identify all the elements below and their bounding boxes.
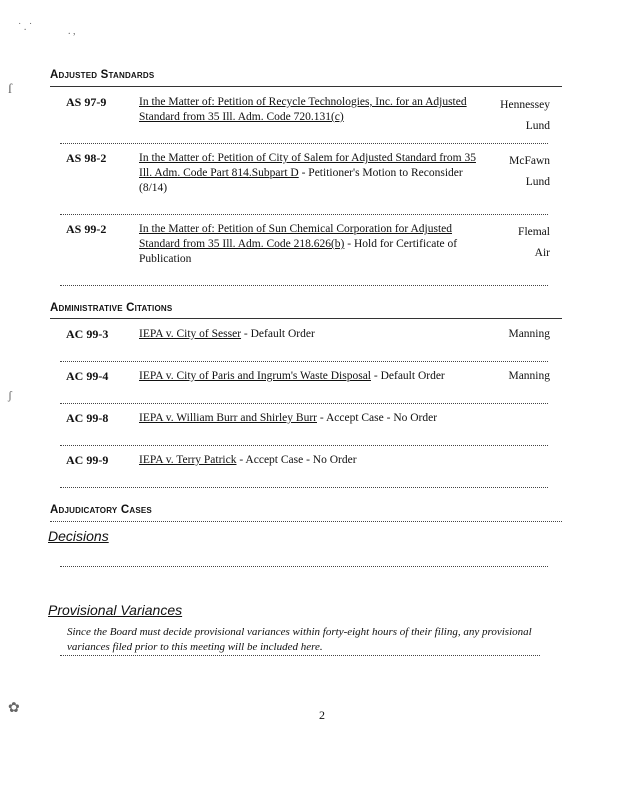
case-title[interactable]: IEPA v. William Burr and Shirley Burr: [139, 412, 317, 424]
decisions-subheading: Decisions: [48, 528, 109, 544]
assignee-group: Lund: [525, 176, 550, 188]
case-description: [139, 327, 484, 342]
case-title[interactable]: IEPA v. City of Sesser: [139, 328, 242, 340]
case-row: [60, 411, 548, 433]
case-assignee: [500, 95, 550, 137]
case-description: [139, 222, 484, 267]
row-divider: [60, 566, 548, 567]
page-number: 2: [319, 708, 325, 722]
case-title[interactable]: In the Matter of: Petition of Recycle Technologies, Inc. for an Adjusted Standard from 35 Ill. Adm. Code 720.131(c): [139, 96, 467, 123]
section-rule: [50, 86, 562, 87]
case-id: AS 98-2: [66, 151, 107, 165]
adjudicatory-cases-heading: Adjudicatory Cases: [50, 504, 152, 516]
case-assignee: [509, 151, 550, 193]
case-id: AC 99-9: [66, 453, 109, 467]
assignee-member: McFawn: [509, 155, 550, 167]
case-row: [60, 327, 548, 349]
case-description: [139, 151, 484, 196]
row-divider: [60, 361, 548, 362]
case-title[interactable]: In the Matter of: Petition of City of Salem for Adjusted Standard from 35 Ill. Adm. Code Part 814.Subpart D: [139, 152, 476, 179]
assignee-group: Lund: [525, 120, 550, 132]
case-title[interactable]: In the Matter of: Petition of Sun Chemical Corporation for Adjusted Standard from 35 Ill. Adm. Code 218.626(b): [139, 223, 453, 250]
case-action: - Accept Case - No Order: [236, 454, 357, 466]
case-description: [139, 369, 499, 384]
case-id: AC 99-4: [66, 369, 109, 383]
row-divider: [60, 655, 540, 656]
case-title[interactable]: IEPA v. Terry Patrick: [139, 454, 237, 466]
case-description: [139, 95, 484, 125]
case-action: - Petitioner's Motion to Reconsider (8/14): [139, 167, 463, 194]
adjusted-standards-heading: Adjusted Standards: [50, 69, 155, 81]
provisional-variances-subheading: Provisional Variances: [48, 602, 183, 618]
case-row: [60, 369, 548, 391]
case-assignee: Manning: [508, 370, 550, 382]
case-action: - Default Order: [371, 370, 445, 382]
case-id: AS 97-9: [66, 95, 107, 109]
assignee-member: Hennessey: [500, 99, 550, 111]
row-divider: [60, 214, 548, 215]
case-title[interactable]: IEPA v. City of Paris and Ingrum's Waste Disposal: [139, 370, 371, 382]
case-id: AC 99-3: [66, 327, 109, 341]
case-description: [139, 453, 484, 468]
row-divider: [60, 403, 548, 404]
row-divider: [60, 445, 548, 446]
scan-speck: ˙ . ˙: [18, 22, 33, 33]
row-divider: [60, 487, 548, 488]
case-id: AS 99-2: [66, 222, 107, 236]
scan-speck: ſ: [8, 82, 12, 97]
case-row: [60, 151, 548, 206]
section-rule: [50, 318, 562, 319]
assignee-group: Air: [534, 247, 550, 259]
scan-speck: . ,: [68, 26, 76, 37]
case-row: [60, 222, 548, 277]
case-id: AC 99-8: [66, 411, 109, 425]
case-assignee: [518, 222, 550, 264]
case-row: [60, 453, 548, 475]
row-divider: [60, 285, 548, 286]
provisional-variances-note: Since the Board must decide provisional variances within forty-eight hours of their filing, any provisional variances filed prior to this meeting will be included here.: [67, 626, 532, 653]
administrative-citations-heading: Administrative Citations: [50, 302, 173, 314]
scan-speck: ✿: [8, 701, 20, 716]
scan-speck: ʃ: [8, 388, 12, 402]
case-action: - Accept Case - No Order: [317, 412, 438, 424]
case-row: [60, 95, 548, 140]
row-divider: [60, 143, 548, 144]
case-action: - Default Order: [241, 328, 315, 340]
case-description: [139, 411, 499, 426]
case-assignee: Manning: [508, 328, 550, 340]
case-action: - Hold for Certificate of Publication: [139, 238, 458, 265]
assignee-member: Flemal: [518, 226, 550, 238]
section-rule: [50, 521, 562, 522]
